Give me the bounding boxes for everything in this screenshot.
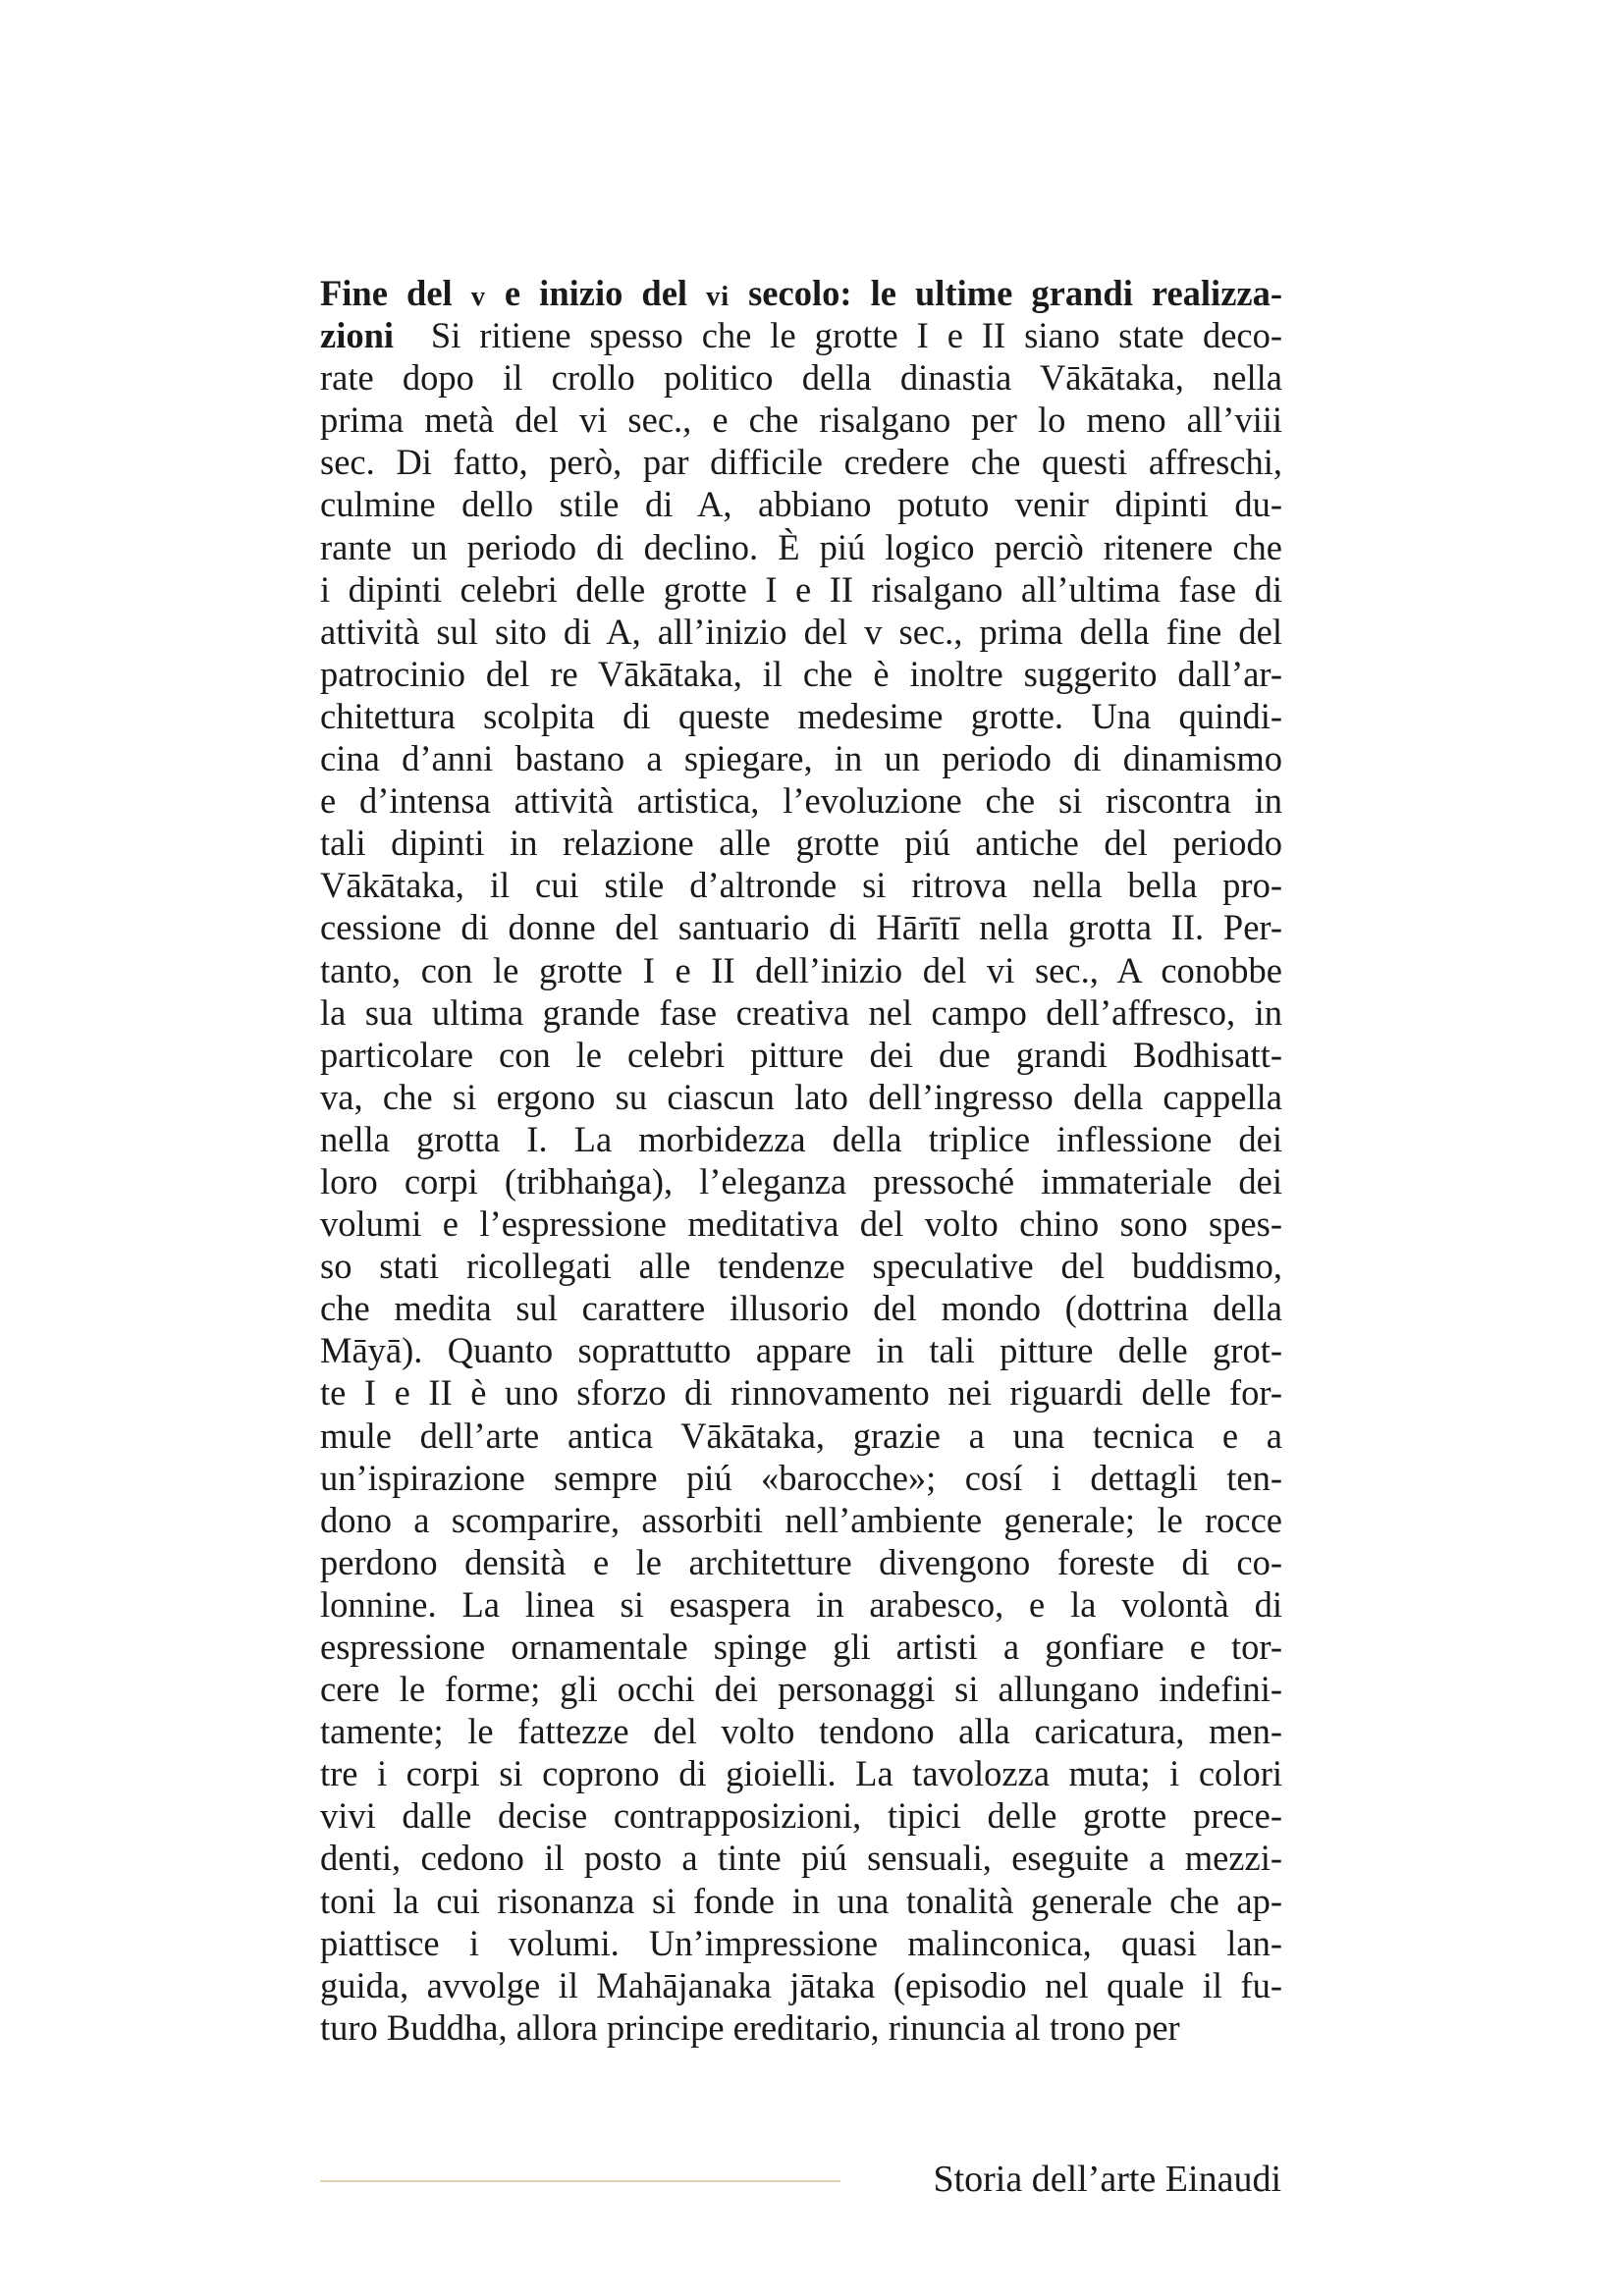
text-line: cina d’anni bastano a spiegare, in un periodo di dinamismo (320, 738, 1282, 779)
text-line: tali dipinti in relazione alle grotte piú antiche del periodo (320, 823, 1282, 864)
text-line: Vākātaka, il cui stile d’altronde si ritrova nella bella pro- (320, 865, 1282, 906)
text-line: che medita sul carattere illusorio del mondo (dottrina della (320, 1288, 1282, 1329)
text-line: nella grotta I. La morbidezza della triplice inflessione dei (320, 1118, 1282, 1159)
text-line: rante un periodo di declino. È piú logico perciò ritenere che (320, 526, 1282, 567)
text-line: te I e II è uno sforzo di rinnovamento nei riguardi delle for- (320, 1372, 1282, 1414)
text-line: mule dell’arte antica Vākātaka, grazie a una tecnica e a (320, 1415, 1282, 1456)
text-line: dono a scomparire, assorbiti nell’ambiente generale; le rocce (320, 1499, 1282, 1540)
text-line: espressione ornamentale spinge gli artisti a gonfiare e tor- (320, 1627, 1282, 1667)
text-line: e d’intensa attività artistica, l’evoluzione che si riscontra in (320, 780, 1282, 822)
text-line: culmine dello stile di A, abbiano potuto venir dipinti du- (320, 484, 1282, 525)
text-line: patrocinio del re Vākātaka, il che è inoltre suggerito dall’ar- (320, 653, 1282, 694)
text-line: chitettura scolpita di queste medesime grotte. Una quindi- (320, 695, 1282, 736)
text-line: piattisce i volumi. Un’impressione malinconica, quasi lan- (320, 1922, 1282, 1963)
footer-rule (320, 2180, 840, 2182)
paragraph (320, 356, 1282, 2049)
text-line: so stati ricollegati alle tendenze speculative del buddismo, (320, 1246, 1282, 1287)
text-line: attività sul sito di A, all’inizio del v sec., prima della fine del (320, 611, 1282, 652)
text-line: va, che si ergono su ciascun lato dell’ingresso della cappella (320, 1076, 1282, 1117)
heading-line (320, 272, 1282, 314)
body-text (320, 272, 1282, 2049)
text-line: tamente; le fattezze del volto tendono alla caricatura, men- (320, 1711, 1282, 1752)
text-line: rate dopo il crollo politico della dinastia Vākātaka, nella (320, 357, 1282, 399)
text-line: zioni Si ritiene spesso che le grotte I e II siano state deco- (320, 315, 1282, 356)
text-line: la sua ultima grande fase creativa nel campo dell’affresco, in (320, 991, 1282, 1033)
text-line: cessione di donne del santuario di Hārītī nella grotta II. Per- (320, 907, 1282, 948)
text-line: volumi e l’espressione meditativa del volto chino sono spes- (320, 1203, 1282, 1245)
section-heading: Fine del v e inizio del vi secolo: le ultime grandi realizza- (320, 273, 1283, 313)
text-line: un’ispirazione sempre piú «barocche»; cosí i dettagli ten- (320, 1457, 1282, 1498)
text-line: guida, avvolge il Mahājanaka jātaka (episodio nel quale il fu- (320, 1964, 1282, 2005)
text-line: tanto, con le grotte I e II dell’inizio del vi sec., A conobbe (320, 949, 1282, 990)
text-line: lonnine. La linea si esaspera in arabesco, e la volontà di (320, 1583, 1282, 1625)
text-line: cere le forme; gli occhi dei personaggi si allungano indefini- (320, 1669, 1282, 1710)
text-line: tre i corpi si coprono di gioielli. La tavolozza muta; i colori (320, 1753, 1282, 1794)
text-line: loro corpi (tribhaṅga), l’eleganza pressoché immateriale dei (320, 1160, 1282, 1201)
text-line: sec. Di fatto, però, par difficile credere che questi affreschi, (320, 442, 1282, 483)
text-line: Māyā). Quanto soprattutto appare in tali pitture delle grot- (320, 1330, 1282, 1371)
text-line: particolare con le celebri pitture dei due grandi Bodhisatt- (320, 1034, 1282, 1075)
footer-title: Storia dell’arte Einaudi (933, 2159, 1281, 2200)
text-line: vivi dalle decise contrapposizioni, tipici delle grotte prece- (320, 1795, 1282, 1837)
text-line: prima metà del vi sec., e che risalgano per lo meno all’viii (320, 400, 1282, 441)
text-line: turo Buddha, allora principe ereditario, rinuncia al trono per (320, 2006, 1180, 2048)
section-heading-cont: zioni (320, 315, 395, 356)
text-line: denti, cedono il posto a tinte piú sensuali, eseguite a mezzi- (320, 1838, 1282, 1879)
text-line: toni la cui risonanza si fonde in una tonalità generale che ap- (320, 1880, 1282, 1921)
text-line: perdono densità e le architetture divengono foreste di co- (320, 1541, 1282, 1582)
text-line: i dipinti celebri delle grotte I e II risalgano all’ultima fase di (320, 568, 1282, 610)
